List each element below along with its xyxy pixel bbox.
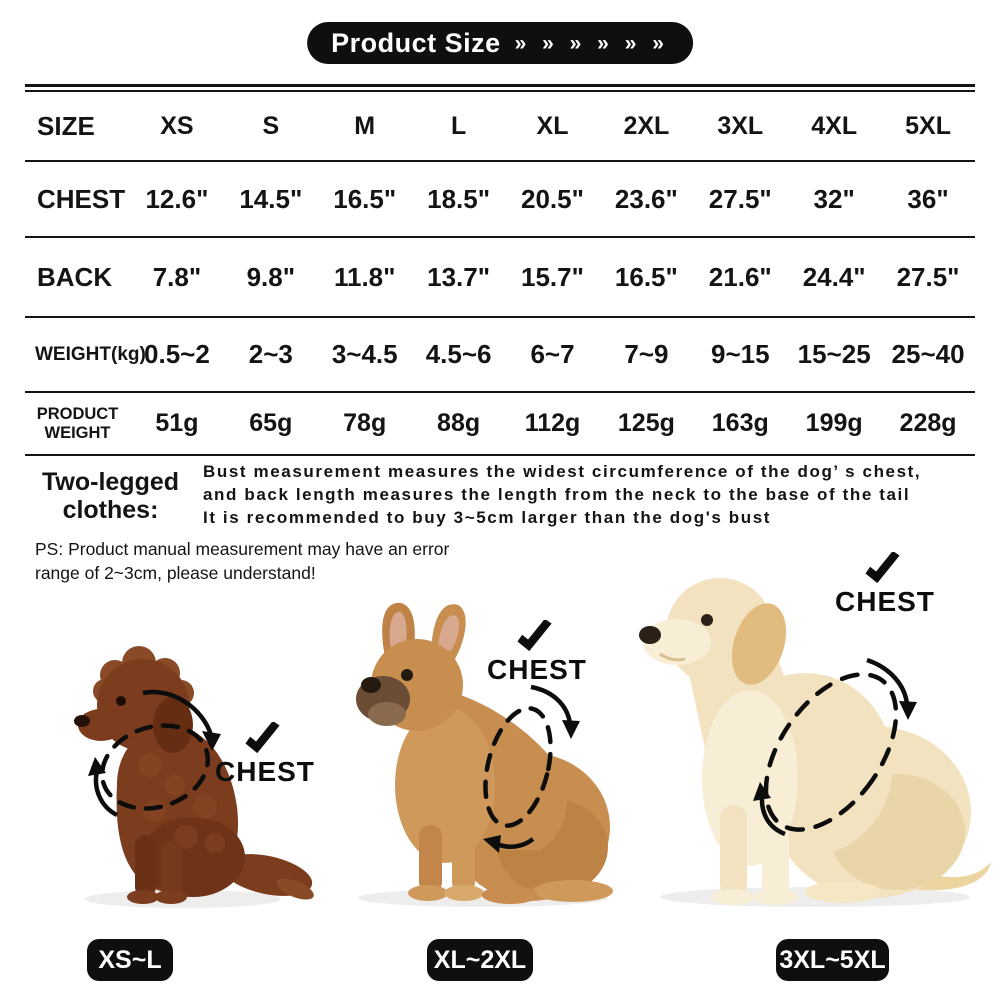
nose [361,677,381,693]
chevrons-right-icon: » » » » » » [514,32,669,55]
size-column-header: 5XL [905,111,951,140]
size-column-header: S [262,111,280,140]
back-value: 7.8" [152,261,202,292]
table-row-product-weight [25,393,975,456]
size-range-badge-xl-2xl: XL~2XL [427,939,533,981]
back-value: 13.7" [427,261,491,292]
chest-callout-2 [487,620,587,686]
size-column-header: M [354,111,376,140]
chest-callout-3 [835,552,935,618]
front-leg [419,825,442,893]
note-line-3: It is recommended to buy 3~5cm larger than the dog's bust [203,508,772,528]
weight-value: 25~40 [891,339,965,369]
size-column-header: 2XL [623,111,670,140]
rear-paw [805,881,881,903]
ps-disclaimer [35,538,449,585]
back-value: 11.8" [333,261,396,292]
chest-value: 36" [907,183,949,214]
back-value: 27.5" [896,261,960,292]
product-weight-value: 163g [711,409,769,437]
chest-value: 20.5" [521,183,584,214]
arrowhead-icon [562,720,580,739]
arrow-icon [531,687,570,723]
chest-value: 16.5" [333,183,397,214]
measurement-note-text [193,458,921,529]
size-column-header: L [450,111,467,140]
eye [116,696,126,706]
size-column-header: XS [160,111,194,140]
front-leg [135,835,156,897]
table-row-back [25,238,975,318]
size-column-header: 4XL [811,111,858,140]
front-leg [720,805,747,897]
note-line-1: Bust measurement measures the widest circumference of the dog’ s chest, [203,462,922,481]
weight-value: 7~9 [624,339,669,369]
eye [701,614,713,626]
table-row-weight [25,318,975,393]
chest-label: CHEST [215,756,315,787]
front-leg [161,841,182,897]
back-value: 24.4" [802,261,866,292]
golden-retriever-illustration [615,540,995,912]
row-label-back: BACK [37,261,113,292]
size-range-badge-3xl-5xl: 3XL~5XL [776,939,889,981]
back-value: 16.5" [614,261,678,292]
arrow-icon [867,660,907,704]
back-value: 21.6" [708,261,772,292]
chest-value: 23.6" [614,183,678,214]
product-weight-value: 65g [249,409,293,437]
product-weight-value: 228g [899,409,957,437]
row-label-product-weight: PRODUCT WEIGHT [36,405,119,442]
row-label-weight: WEIGHT(kg) [35,343,146,365]
rear-paw [533,880,613,902]
table-row-size [25,92,975,162]
dog-photo-golden-retriever [615,540,995,912]
section-title-badge [307,22,693,64]
chest-value: 27.5" [708,183,772,214]
row-label-chest: CHEST [37,183,126,214]
product-weight-value: 199g [805,409,863,437]
checkmark-icon [513,620,557,654]
eye [401,669,413,681]
chest-value: 12.6" [145,183,209,214]
back-value: 15.7" [521,261,584,292]
back-value: 9.8" [246,261,296,292]
two-legged-clothes-label [28,458,193,529]
chest-label: CHEST [487,654,587,685]
ps-line-1: PS: Product manual measurement may have an error [35,539,450,559]
weight-value: 15~25 [797,339,871,369]
product-weight-value: 112g [524,409,581,437]
chest-label: CHEST [835,586,935,617]
weight-value: 6~7 [530,339,575,369]
checkmark-icon [241,722,285,756]
lead-line-1: Two-legged [41,468,180,496]
arrowhead-icon [899,701,917,720]
chest-callout-1 [215,722,315,788]
size-column-header: 3XL [717,111,764,140]
product-weight-value: 51g [155,409,199,437]
note-line-2: and back length measures the length from the neck to the base of the tail [203,485,911,505]
chest-value: 32" [813,183,855,214]
nose [74,715,90,727]
chest-value: 18.5" [427,183,491,214]
size-column-header: XL [536,111,569,140]
weight-value: 2~3 [248,339,293,369]
measurement-notes [28,458,990,529]
page-title: Product Size [331,27,501,58]
table-row-chest [25,162,975,238]
row-label-size: SIZE [37,110,95,141]
product-weight-value: 78g [343,409,387,437]
size-table [25,84,975,456]
checkmark-icon [861,552,905,586]
weight-value: 0.5~2 [144,339,210,369]
chest-value: 14.5" [239,183,303,214]
product-weight-value: 125g [617,409,675,437]
product-weight-value: 88g [437,409,481,437]
nose [639,626,661,644]
front-leg [452,831,475,893]
ps-line-2: range of 2~3cm, please understand! [35,562,316,583]
weight-value: 3~4.5 [331,339,398,369]
lead-line-2: clothes: [62,496,159,524]
size-range-badge-xs-l: XS~L [87,939,173,981]
weight-value: 9~15 [710,339,770,369]
weight-value: 4.5~6 [425,339,492,369]
